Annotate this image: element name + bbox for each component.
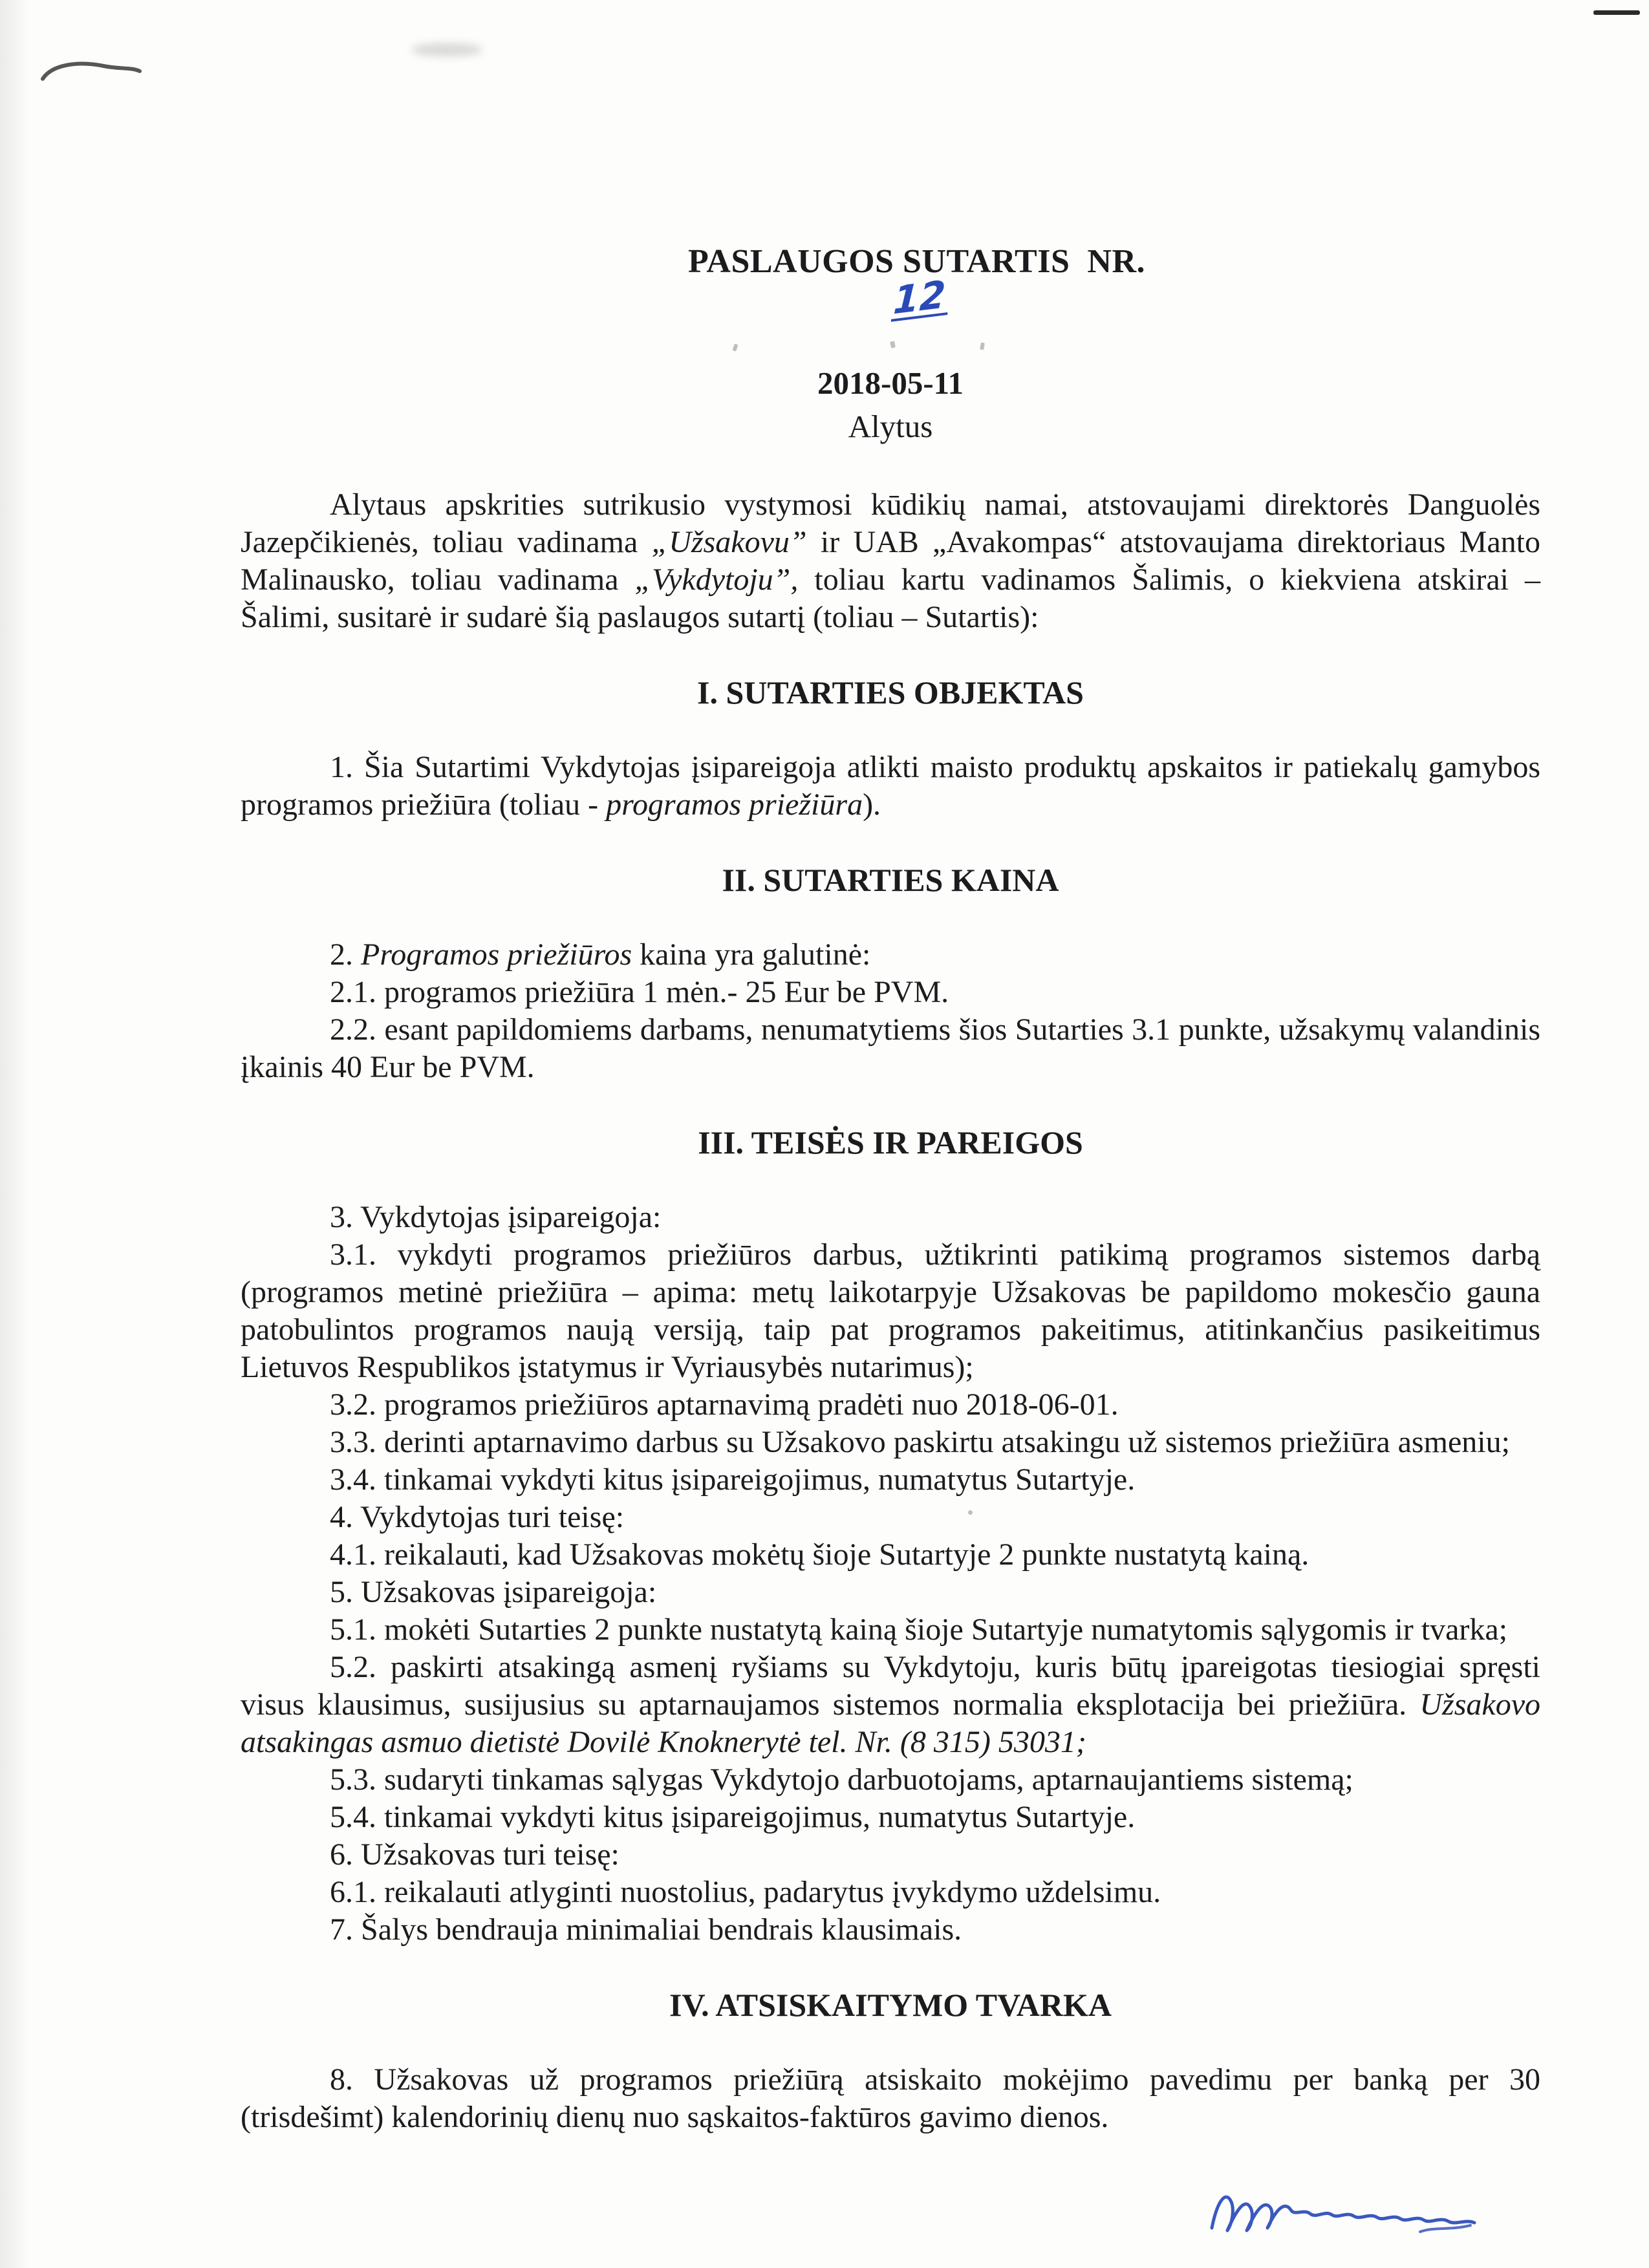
section-heading: II. SUTARTIES KAINA: [722, 862, 1059, 898]
text-run: toliau kartu vadinamos Šalimis, o kiekviena atskirai – Šalimi, susitarė ir sudarė šią paslaugos sutartį (toliau – Sutartis):: [241, 562, 1540, 634]
text-run: programos priežiūra: [606, 787, 863, 822]
paragraph: [241, 1424, 1540, 1461]
text-run: ir UAB „Avakompas“ atstovaujama direktoriaus Manto Malinausko, toliau vadinama: [241, 525, 1541, 597]
paragraph: [241, 2061, 1540, 2136]
text-run: 2.: [330, 937, 361, 972]
scan-smudge-artifact: [411, 43, 482, 57]
title-text: PASLAUGOS SUTARTIS NR.: [688, 243, 1145, 280]
paragraph: [241, 1011, 1540, 1086]
document-body: [241, 486, 1540, 2136]
text-run: 3.3. derinti aptarnavimo darbus su Užsakovo paskirtu atsakingu už sistemos priežiūra asmeniu;: [330, 1425, 1510, 1459]
text-run: „Vykdytoju”,: [634, 562, 799, 597]
text-run: 3.1. vykdyti programos priežiūros darbus, užtikrinti patikimą programos sistemos darbą (programos metinė priežiūra – apima: metų laikotarpyje Užsakovas be papildomo mokesčio gauna patobulintos programos naują versiją, taip pat programos pakeitimus, atitinkančius pasikeitimus Lietuvos Respublikos įstatymus ir Vyriausybės nutarimus);: [241, 1237, 1540, 1384]
paragraph: [241, 1761, 1540, 1799]
paragraph: [241, 486, 1540, 636]
text-run: 4. Vykdytojas turi teisę:: [330, 1500, 625, 1534]
text-run: ).: [863, 787, 881, 822]
paragraph: [241, 936, 1540, 974]
paragraph: [241, 1574, 1540, 1611]
text-run: 3. Vykdytojas įsipareigoja:: [330, 1200, 662, 1234]
text-run: 2.2. esant papildomiems darbams, nenumatytiems šios Sutarties 3.1 punkte, užsakymų valandinis įkainis 40 Eur be PVM.: [241, 1012, 1540, 1084]
text-run: 1. Šia Sutartimi Vykdytojas įsipareigoja atlikti maisto produktų apskaitos ir patiekalų gamybos programos priežiūra (toliau -: [241, 750, 1540, 822]
scan-dash-artifact: [1593, 10, 1640, 15]
paragraph: [241, 1874, 1540, 1911]
text-run: „Užsakovu”: [651, 525, 807, 559]
scan-curl-artifact: [40, 59, 144, 88]
section-heading: III. TEISĖS IR PAREIGOS: [698, 1124, 1083, 1161]
text-run: 5.2. paskirti atsakingą asmenį ryšiams su Vykdytoju, kuris būtų įpareigotas tiesiogiai spręsti visus klausimus, susijusius su aptarnaujamos sistemos normalia eksplotacija bei priežiūra.: [241, 1650, 1540, 1722]
paragraph: [241, 1499, 1540, 1536]
text-run: kaina yra galutinė:: [632, 937, 871, 972]
text-run: 8. Užsakovas už programos priežiūrą atsiskaito mokėjimo pavedimu per banką per 30 (trisdešimt) kalendorinių dienų nuo sąskaitos-faktūros gavimo dienos.: [241, 2062, 1540, 2134]
text-run: Alytaus apskrities sutrikusio vystymosi kūdikių namai, atstovaujami direktorės Danguolės Jazepčikienės, toliau vadinama: [241, 487, 1540, 559]
paragraph: [241, 749, 1540, 824]
paragraph: [241, 1386, 1540, 1424]
text-run: Užsakovo atsakingas asmuo dietistė Dovilė Knoknerytė tel. Nr. (8 315) 53031;: [241, 1687, 1540, 1759]
paragraph: [241, 1536, 1540, 1574]
handwritten-contract-number: 12: [890, 277, 949, 322]
text-run: 5. Užsakovas įsipareigoja:: [330, 1575, 657, 1609]
paragraph: [241, 1649, 1540, 1761]
section-heading: I. SUTARTIES OBJEKTAS: [697, 674, 1084, 711]
paragraph: [241, 1836, 1540, 1874]
text-run: 6.1. reikalauti atlyginti nuostolius, padarytus įvykdymo uždelsimu.: [330, 1875, 1161, 1909]
text-run: 6. Užsakovas turi teisę:: [330, 1837, 620, 1872]
text-run: 5.4. tinkamai vykdyti kitus įsipareigojimus, numatytus Sutartyje.: [330, 1800, 1136, 1834]
paragraph: [241, 1911, 1540, 1949]
text-run: 3.4. tinkamai vykdyti kitus įsipareigojimus, numatytus Sutartyje.: [330, 1462, 1136, 1497]
document-content: [241, 204, 1540, 2136]
paragraph: [241, 1199, 1540, 1236]
text-run: 3.2. programos priežiūros aptarnavimą pradėti nuo 2018-06-01.: [330, 1387, 1119, 1422]
document-place: Alytus: [848, 409, 933, 444]
section-heading: IV. ATSISKAITYMO TVARKA: [669, 1987, 1112, 2023]
text-run: 5.1. mokėti Sutarties 2 punkte nustatytą kainą šioje Sutartyje numatytomis sąlygomis ir tvarka;: [330, 1612, 1508, 1647]
text-run: 5.3. sudaryti tinkamas sąlygas Vykdytojo darbuotojams, aptarnaujantiems sistemą;: [330, 1762, 1353, 1797]
paragraph: [241, 1611, 1540, 1649]
paragraph: [241, 1799, 1540, 1836]
paragraph: [241, 1461, 1540, 1499]
paragraph: [241, 974, 1540, 1011]
text-run: 4.1. reikalauti, kad Užsakovas mokėtų šioje Sutartyje 2 punkte nustatytą kainą.: [330, 1537, 1310, 1572]
text-run: 7. Šalys bendrauja minimaliai bendrais klausimais.: [330, 1912, 962, 1947]
text-run: 2.1. programos priežiūra 1 mėn.- 25 Eur be PVM.: [330, 975, 949, 1009]
paragraph: [241, 1236, 1540, 1386]
document-date: 2018-05-11: [817, 365, 964, 401]
handwritten-signature: [1196, 2174, 1494, 2251]
document-title: [241, 204, 1540, 357]
text-run: Programos priežiūros: [361, 937, 632, 972]
